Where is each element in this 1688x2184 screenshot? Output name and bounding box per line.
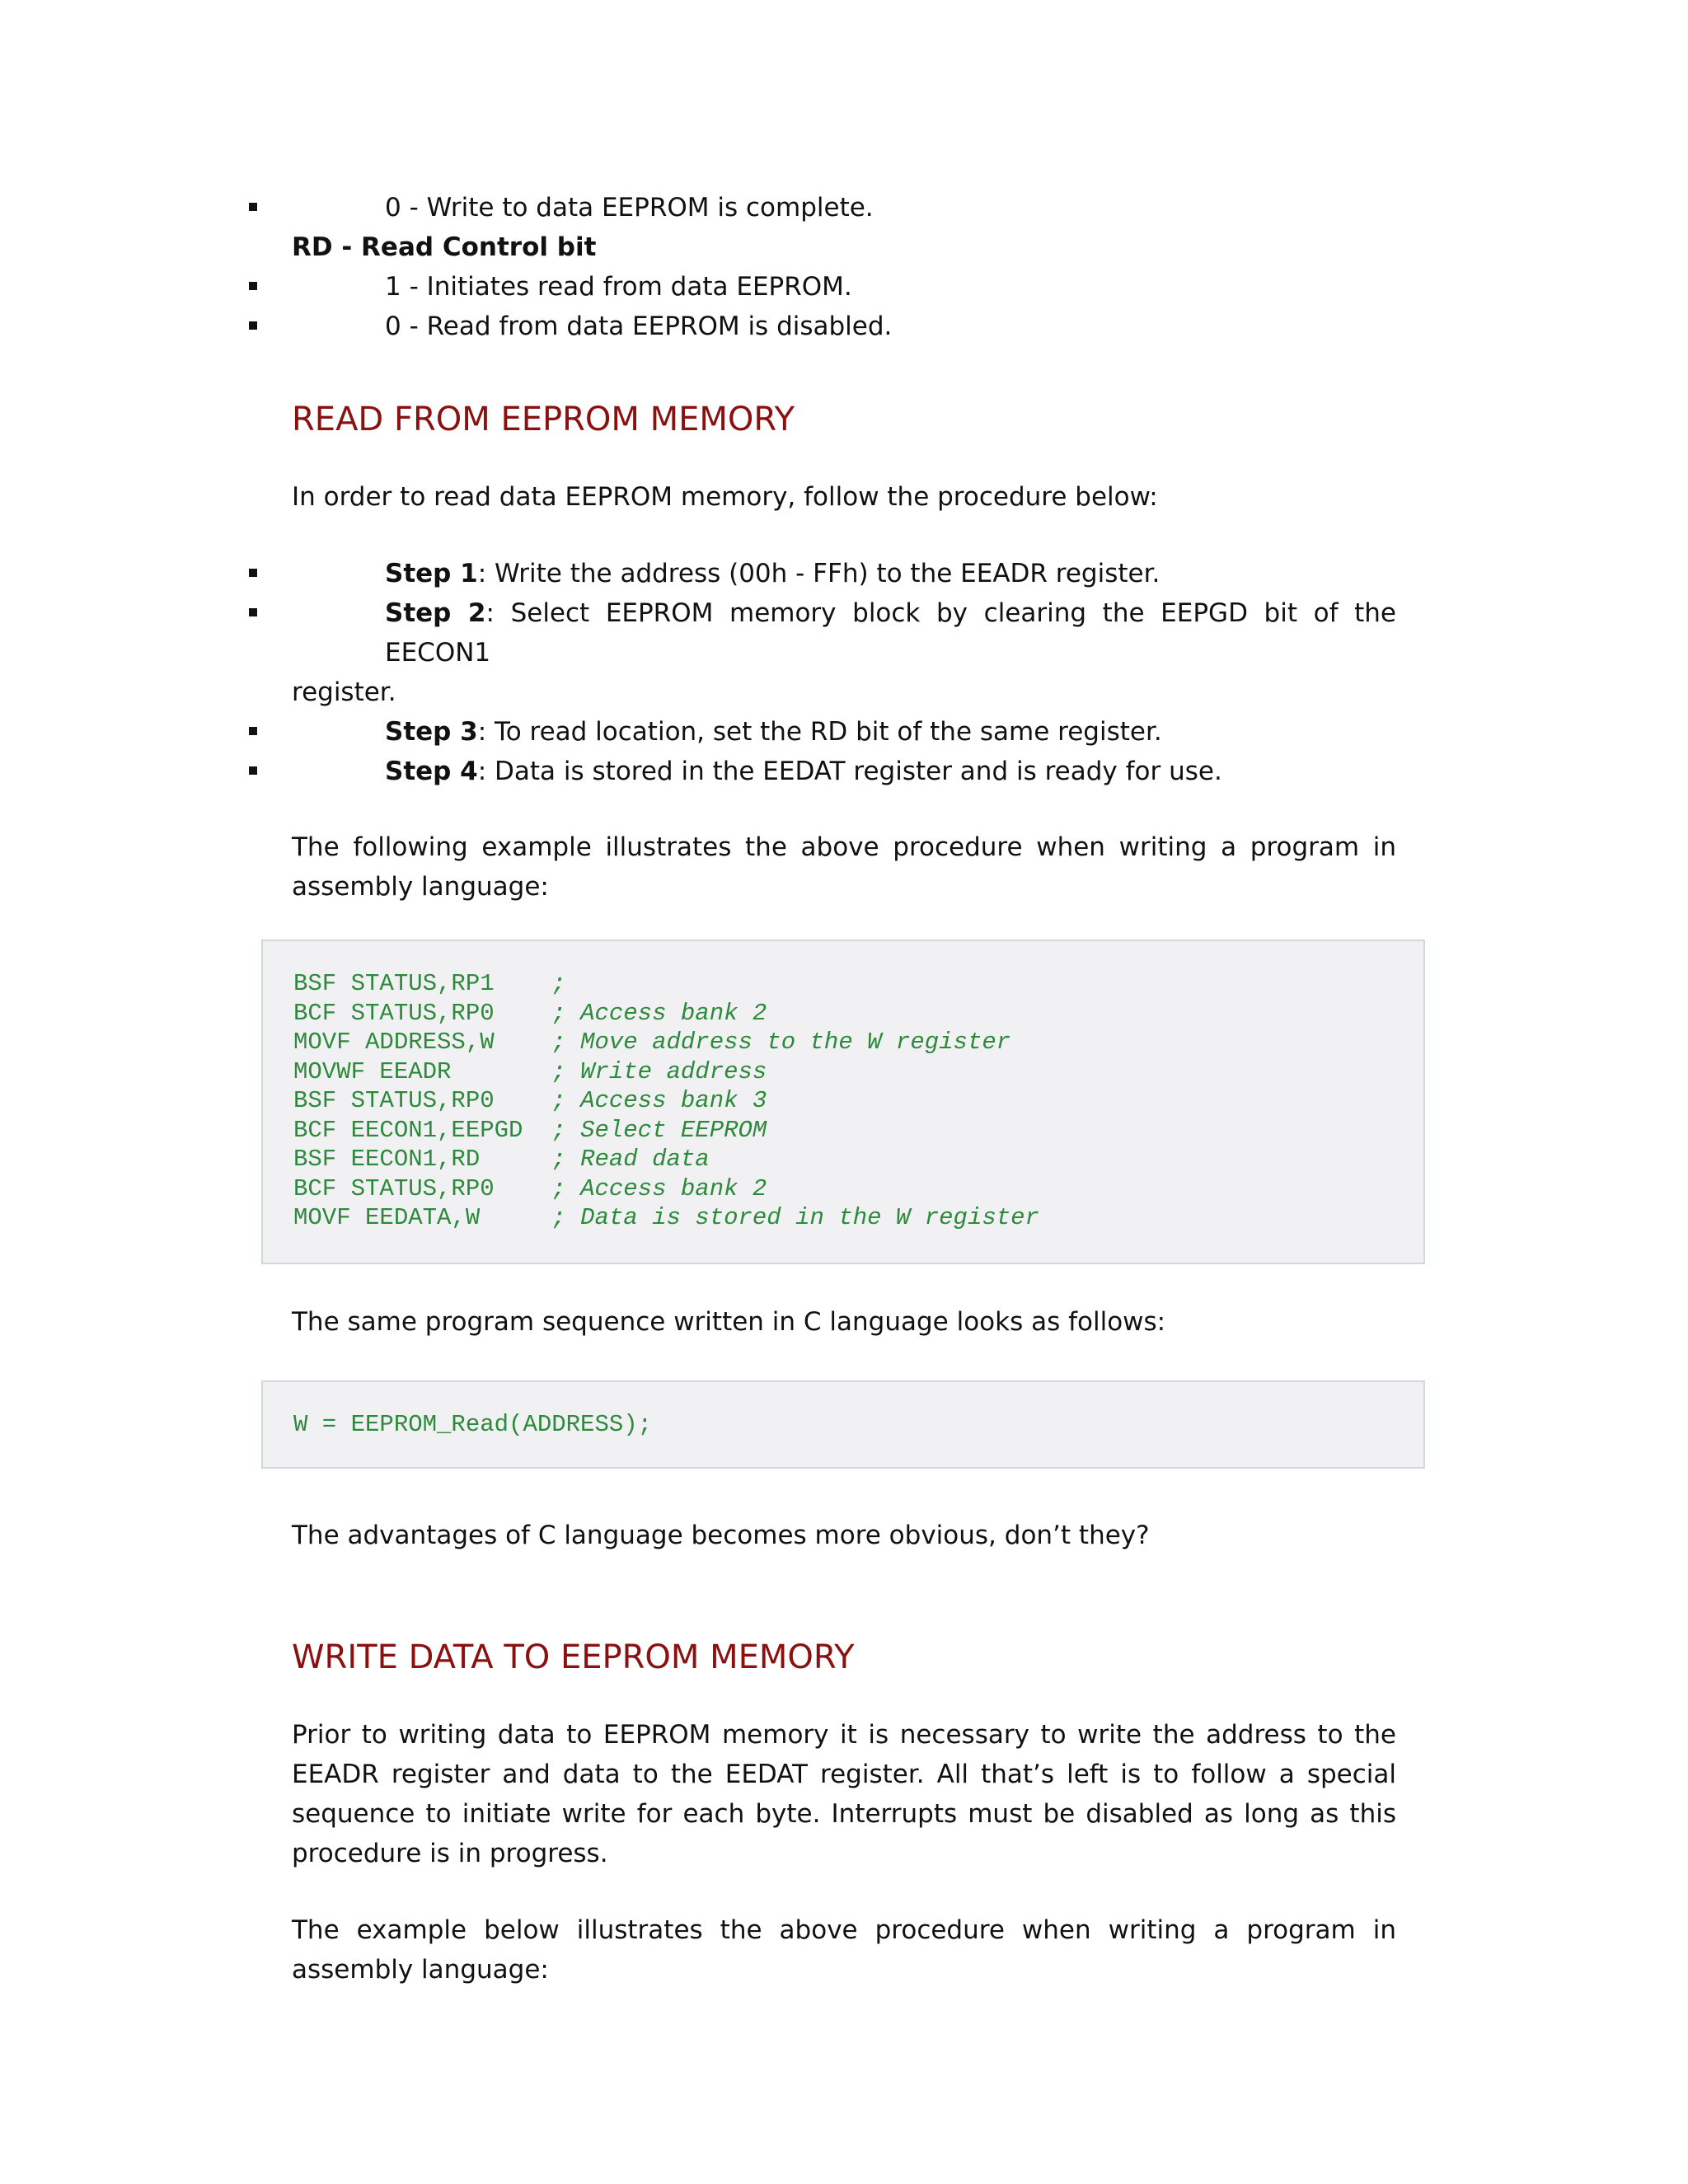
- write-asm-intro: The example below illustrates the above procedure when writing a program in assembly language:: [292, 1915, 1396, 1985]
- code-comment: ; Access bank 3: [551, 1087, 767, 1114]
- code-line: [293, 1028, 1423, 1057]
- bullet-marker: [249, 282, 257, 290]
- code-instruction: MOVF EEDATA,W: [293, 1204, 552, 1231]
- rd-bit-title: RD - Read Control bit: [292, 232, 597, 262]
- bit-description: 0 - Write to data EEPROM is complete.: [385, 193, 874, 223]
- code-instruction: BCF STATUS,RP0: [293, 999, 552, 1027]
- step-label: Step 1: [385, 559, 478, 588]
- step-item: [292, 712, 1396, 752]
- code-line: [293, 1145, 1423, 1174]
- code-comment: ; Move address to the W register: [551, 1029, 1011, 1056]
- code-instruction: MOVWF EEADR: [293, 1057, 552, 1085]
- asm-intro: The following example illustrates the above procedure when writing a program in assembly language:: [292, 832, 1396, 902]
- bit-list-item: [292, 267, 1396, 307]
- step-text: : To read location, set the RD bit of the same register.: [477, 717, 1162, 747]
- code-line: [293, 969, 1423, 999]
- step-text-continuation: register.: [292, 677, 396, 707]
- bullet-marker: [249, 321, 257, 330]
- code-line: [293, 1057, 1423, 1087]
- code-line: [293, 1086, 1423, 1116]
- code-instruction: BCF STATUS,RP0: [293, 1174, 552, 1202]
- step-text: : Data is stored in the EEDAT register and is ready for use.: [477, 757, 1222, 786]
- code-comment: ; Read data: [551, 1146, 710, 1173]
- code-comment: ;: [551, 970, 566, 997]
- code-line: W = EEPROM_Read(ADDRESS);: [293, 1410, 653, 1438]
- read-intro: In order to read data EEPROM memory, follow the procedure below:: [292, 482, 1158, 512]
- code-instruction: BCF EECON1,EEPGD: [293, 1116, 552, 1144]
- step-text: : Write the address (00h - FFh) to the EEADR register.: [477, 559, 1160, 588]
- write-section-heading: WRITE DATA TO EEPROM MEMORY: [292, 1638, 855, 1676]
- code-line: [293, 999, 1423, 1029]
- bullet-marker: [249, 727, 257, 735]
- c-code-block: [261, 1380, 1425, 1469]
- code-line: [293, 1203, 1423, 1233]
- step-item: [292, 593, 1396, 712]
- step-label: Step 4: [385, 757, 478, 786]
- step-label: Step 3: [385, 717, 478, 747]
- bullet-marker: [249, 203, 257, 211]
- code-line: [293, 1116, 1423, 1146]
- advantages-note: The advantages of C language becomes more obvious, don’t they?: [292, 1521, 1150, 1550]
- code-instruction: BSF STATUS,RP1: [293, 970, 552, 997]
- bullet-marker: [249, 608, 257, 616]
- code-instruction: BSF STATUS,RP0: [293, 1087, 552, 1114]
- write-intro: Prior to writing data to EEPROM memory it is necessary to write the address to the EEADR register and data to the EEDAT register. All that’s left is to follow a special sequence to initiate write for each byte. Interrupts must be disabled as long as this procedure is in progress.: [292, 1720, 1396, 1868]
- code-comment: ; Write address: [551, 1057, 767, 1085]
- code-line: [293, 1174, 1423, 1204]
- bullet-marker: [249, 766, 257, 775]
- code-instruction: BSF EECON1,RD: [293, 1146, 552, 1173]
- page-content: [292, 188, 1396, 1990]
- c-intro: The same program sequence written in C language looks as follows:: [292, 1306, 1166, 1337]
- code-comment: ; Select EEPROM: [551, 1116, 767, 1144]
- asm-code-block: [261, 940, 1425, 1264]
- step-item: [292, 554, 1396, 593]
- code-instruction: MOVF ADDRESS,W: [293, 1029, 552, 1056]
- step-item: [292, 752, 1396, 791]
- code-comment: ; Access bank 2: [551, 1174, 767, 1202]
- bit-description: 0 - Read from data EEPROM is disabled.: [385, 312, 893, 341]
- bullet-marker: [249, 569, 257, 577]
- code-comment: ; Access bank 2: [551, 999, 767, 1027]
- bit-list-item: [292, 307, 1396, 346]
- bit-description: 1 - Initiates read from data EEPROM.: [385, 272, 852, 302]
- bit-list-item: [292, 188, 1396, 227]
- step-text: : Select EEPROM memory block by clearing the EEPGD bit of the EECON1: [385, 598, 1396, 668]
- read-section-heading: READ FROM EEPROM MEMORY: [292, 401, 795, 438]
- code-comment: ; Data is stored in the W register: [551, 1204, 1039, 1231]
- steps-list: [292, 554, 1396, 791]
- step-label: Step 2: [385, 598, 486, 628]
